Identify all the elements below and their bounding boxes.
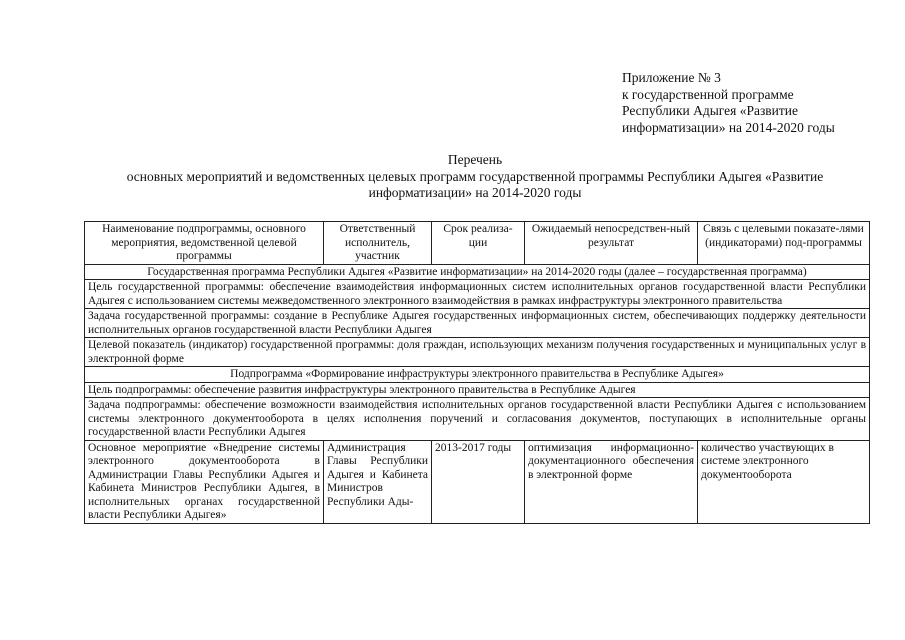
document-title (80, 152, 870, 202)
title-line: основных мероприятий и ведомственных целевых программ государственной программы Республики Адыгея «Развитие (126, 168, 824, 184)
table-row (85, 309, 870, 338)
header-cell-name: Наименование подпрограммы, основного мероприятия, ведомственной целевой программы (85, 222, 324, 265)
title-line: Перечень (447, 152, 503, 167)
program-indicator-cell: Целевой показатель (индикатор) государственной программы: доля граждан, использующих механизм получения государственных и муниципальных услуг в электронной форме (85, 338, 870, 367)
appendix-line: Республики Адыгея «Развитие (622, 103, 799, 118)
header-cell-result: Ожидаемый непосредствен-ный результат (525, 222, 698, 265)
measure-indicator-cell: количество участвующих в системе электронного документооборота (698, 440, 870, 523)
table-row (85, 367, 870, 383)
header-cell-indicator: Связь с целевыми показате-лями (индикаторами) под-программы (698, 222, 870, 265)
subprogram-cell: Подпрограмма «Формирование инфраструктуры электронного правительства в Республике Адыгея» (85, 367, 870, 383)
table-row (85, 338, 870, 367)
subprogram-task-cell: Задача подпрограммы: обеспечение возможности взаимодействия исполнительных органов государственной власти Республики Адыгея с использованием системы электронного документооборота в целях исполнения поручений и согласования документов, поступающих в исполнительные органы государственной власти Республики Адыгея (85, 398, 870, 441)
measure-executor-cell: Администрация Главы Республики Адыгея и Кабинета Министров Республики Ады- (324, 440, 432, 523)
appendix-line: Приложение № 3 (622, 70, 721, 85)
table-row (85, 264, 870, 280)
program-goal-cell: Цель государственной программы: обеспечение взаимодействия информационных систем исполнительных органов государственной власти Республики Адыгея с использованием системы межведомственного электронного взаимодействия в рамках инфраструктуры электронного правительства (85, 280, 870, 309)
table-row (85, 382, 870, 398)
table-row (85, 398, 870, 441)
table-row (85, 280, 870, 309)
appendix-heading (622, 70, 835, 136)
program-task-cell: Задача государственной программы: создание в Республике Адыгея государственных информационных систем, обеспечивающих поддержку деятельности исполнительных органов государственной власти Республики Адыгея (85, 309, 870, 338)
measure-result-cell: оптимизация информационно-документационного обеспечения в электронной форме (525, 440, 698, 523)
header-cell-executor: Ответственный исполнитель, участник (324, 222, 432, 265)
table-row (85, 440, 870, 523)
measures-table (84, 221, 870, 524)
measure-name-cell: Основное мероприятие «Внедрение системы электронного документооборота в Администрации Главы Республики Адыгея и Кабинета Министров Республики Адыгея, в исполнительных органах государственной власти Республики Адыгея» (85, 440, 324, 523)
appendix-line: информатизации» на 2014-2020 годы (622, 119, 835, 135)
appendix-line: к государственной программе (622, 86, 794, 102)
table-header-row (85, 222, 870, 265)
state-program-cell: Государственная программа Республики Адыгея «Развитие информатизации» на 2014-2020 годы (далее – государственная программа) (85, 264, 870, 280)
title-line: информатизации» на 2014-2020 годы (368, 185, 582, 200)
measure-period-cell: 2013-2017 годы (432, 440, 525, 523)
header-cell-period: Срок реализа-ции (432, 222, 525, 265)
subprogram-goal-cell: Цель подпрограммы: обеспечение развития инфраструктуры электронного правительства в Республике Адыгея (85, 382, 870, 398)
